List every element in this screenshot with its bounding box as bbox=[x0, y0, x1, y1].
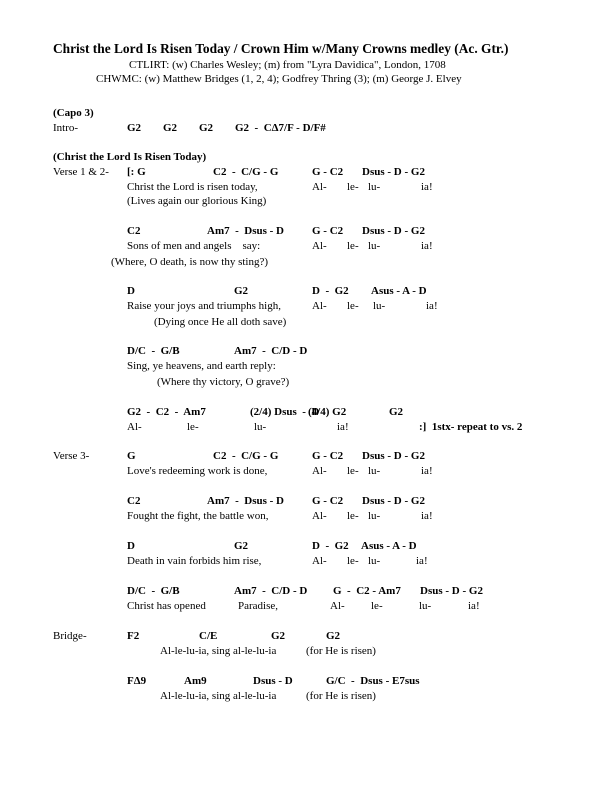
lyric: le- bbox=[347, 465, 359, 477]
chord: G bbox=[127, 450, 136, 462]
lyric: Love's redeeming work is done, bbox=[127, 465, 268, 477]
chord: C2 - C/G - G bbox=[213, 450, 279, 462]
lyric: lu- bbox=[368, 510, 381, 522]
chord: G2 - C2 - Am7 bbox=[127, 406, 206, 418]
lyric: ia! bbox=[426, 300, 438, 312]
lyric: (for He is risen) bbox=[306, 645, 376, 657]
repeat-marker: :] 1stx- repeat to vs. 2 bbox=[419, 421, 523, 433]
chord: Am9 bbox=[184, 675, 207, 687]
chord: G2 bbox=[234, 540, 249, 552]
chord: Am7 - C/D - D bbox=[234, 585, 308, 597]
lyric: le- bbox=[347, 555, 359, 567]
lyric: le- bbox=[187, 421, 199, 433]
lyric: ia! bbox=[421, 465, 433, 477]
lyric: Al- bbox=[312, 240, 327, 252]
lyric: ia! bbox=[416, 555, 428, 567]
chord: Am7 - Dsus - D bbox=[207, 495, 284, 507]
lyric: Christ has opened bbox=[127, 600, 206, 612]
lyric: Al- bbox=[312, 510, 327, 522]
lyric: ia! bbox=[421, 181, 433, 193]
chord: D - G2 bbox=[312, 540, 349, 552]
chord: G - C2 bbox=[312, 166, 344, 178]
verse-label: Verse 1 & 2- bbox=[53, 166, 109, 178]
chord: Am7 - C/D - D bbox=[234, 345, 308, 357]
chord: C/E bbox=[199, 630, 218, 642]
intro-chord: G2 bbox=[199, 122, 214, 134]
lyric: Al- bbox=[312, 181, 327, 193]
lyric: lu- bbox=[368, 181, 381, 193]
lyric: Al-le-lu-ia, sing al-le-lu-ia bbox=[160, 645, 277, 657]
lyric: le- bbox=[371, 600, 383, 612]
chord: Dsus - D bbox=[253, 675, 293, 687]
lyric: (for He is risen) bbox=[306, 690, 376, 702]
chord: F2 bbox=[127, 630, 140, 642]
bridge-label: Bridge- bbox=[53, 630, 87, 642]
lyric: le- bbox=[347, 510, 359, 522]
chord: G - C2 bbox=[312, 495, 344, 507]
lyric: lu- bbox=[419, 600, 432, 612]
chord: FΔ9 bbox=[127, 675, 147, 687]
lyric: lu- bbox=[368, 555, 381, 567]
lyric: Al-le-lu-ia, sing al-le-lu-ia bbox=[160, 690, 277, 702]
chord: (4/4) G2 bbox=[308, 406, 347, 418]
chord: Asus - A - D bbox=[361, 540, 417, 552]
chord: G2 bbox=[234, 285, 249, 297]
song-title: Christ the Lord Is Risen Today / Crown Him w/Many Crowns medley (Ac. Gtr.) bbox=[53, 41, 509, 56]
lyric: Al- bbox=[312, 465, 327, 477]
chord: G - C2 bbox=[312, 450, 344, 462]
lyric-alt: (Where, O death, is now thy sting?) bbox=[111, 256, 269, 268]
lyric: Christ the Lord is risen today, bbox=[127, 181, 258, 193]
lyric: le- bbox=[347, 181, 359, 193]
lyric-alt: (Where thy victory, O grave?) bbox=[157, 376, 290, 388]
lyric-alt: (Dying once He all doth save) bbox=[154, 316, 287, 328]
lyric: Fought the fight, the battle won, bbox=[127, 510, 269, 522]
lyric: lu- bbox=[368, 240, 381, 252]
chord: Dsus - D - G2 bbox=[362, 166, 425, 178]
lyric: Al- bbox=[330, 600, 345, 612]
lyric: ia! bbox=[421, 510, 433, 522]
chord: G - C2 - Am7 bbox=[333, 585, 401, 597]
chord: C2 bbox=[127, 495, 141, 507]
credit-chwmc: CHWMC: (w) Matthew Bridges (1, 2, 4); Godfrey Thring (3); (m) George J. Elvey bbox=[96, 73, 462, 85]
chord: Dsus - D - G2 bbox=[362, 450, 425, 462]
chord: D bbox=[127, 540, 135, 552]
lyric: Raise your joys and triumphs high, bbox=[127, 300, 281, 312]
lyric: Al- bbox=[127, 421, 142, 433]
chord: G2 bbox=[271, 630, 286, 642]
chord: G - C2 bbox=[312, 225, 344, 237]
chord: (2/4) Dsus - D bbox=[250, 406, 320, 418]
chord: D - G2 bbox=[312, 285, 349, 297]
lyric: lu- bbox=[254, 421, 267, 433]
chord: G2 bbox=[326, 630, 341, 642]
lyric: Paradise, bbox=[238, 600, 279, 612]
chord: D/C - G/B bbox=[127, 345, 180, 357]
chord: [: G bbox=[127, 166, 146, 178]
section-heading: (Christ the Lord Is Risen Today) bbox=[53, 151, 207, 163]
lyric: lu- bbox=[373, 300, 386, 312]
intro-chord: G2 bbox=[127, 122, 142, 134]
chord: G/C - Dsus - E7sus bbox=[326, 675, 420, 687]
intro-chord: G2 bbox=[163, 122, 178, 134]
chord: Dsus - D - G2 bbox=[362, 495, 425, 507]
lyric: Sons of men and angels say: bbox=[127, 240, 261, 252]
lyric-alt: (Lives again our glorious King) bbox=[127, 195, 267, 207]
chord: C2 - C/G - G bbox=[213, 166, 279, 178]
chord: G2 bbox=[389, 406, 404, 418]
capo-note: (Capo 3) bbox=[53, 107, 94, 119]
chord: Asus - A - D bbox=[371, 285, 427, 297]
lyric: Death in vain forbids him rise, bbox=[127, 555, 262, 567]
chord: Am7 - Dsus - D bbox=[207, 225, 284, 237]
lyric: ia! bbox=[468, 600, 480, 612]
credit-ctlirt: CTLIRT: (w) Charles Wesley; (m) from "Lyra Davidica", London, 1708 bbox=[129, 59, 446, 71]
lyric: Al- bbox=[312, 300, 327, 312]
intro-chord: G2 - CΔ7/F - D/F# bbox=[235, 122, 326, 134]
verse-label: Verse 3- bbox=[53, 450, 90, 462]
lyric: lu- bbox=[368, 465, 381, 477]
chord: Dsus - D - G2 bbox=[362, 225, 425, 237]
lyric: le- bbox=[347, 300, 359, 312]
lyric: ia! bbox=[421, 240, 433, 252]
lyric: ia! bbox=[337, 421, 349, 433]
lyric: le- bbox=[347, 240, 359, 252]
chord: C2 bbox=[127, 225, 141, 237]
chord: D bbox=[127, 285, 135, 297]
chord: Dsus - D - G2 bbox=[420, 585, 483, 597]
chord: D/C - G/B bbox=[127, 585, 180, 597]
intro-label: Intro- bbox=[53, 122, 79, 134]
lyric: Al- bbox=[312, 555, 327, 567]
lyric: Sing, ye heavens, and earth reply: bbox=[127, 360, 276, 372]
